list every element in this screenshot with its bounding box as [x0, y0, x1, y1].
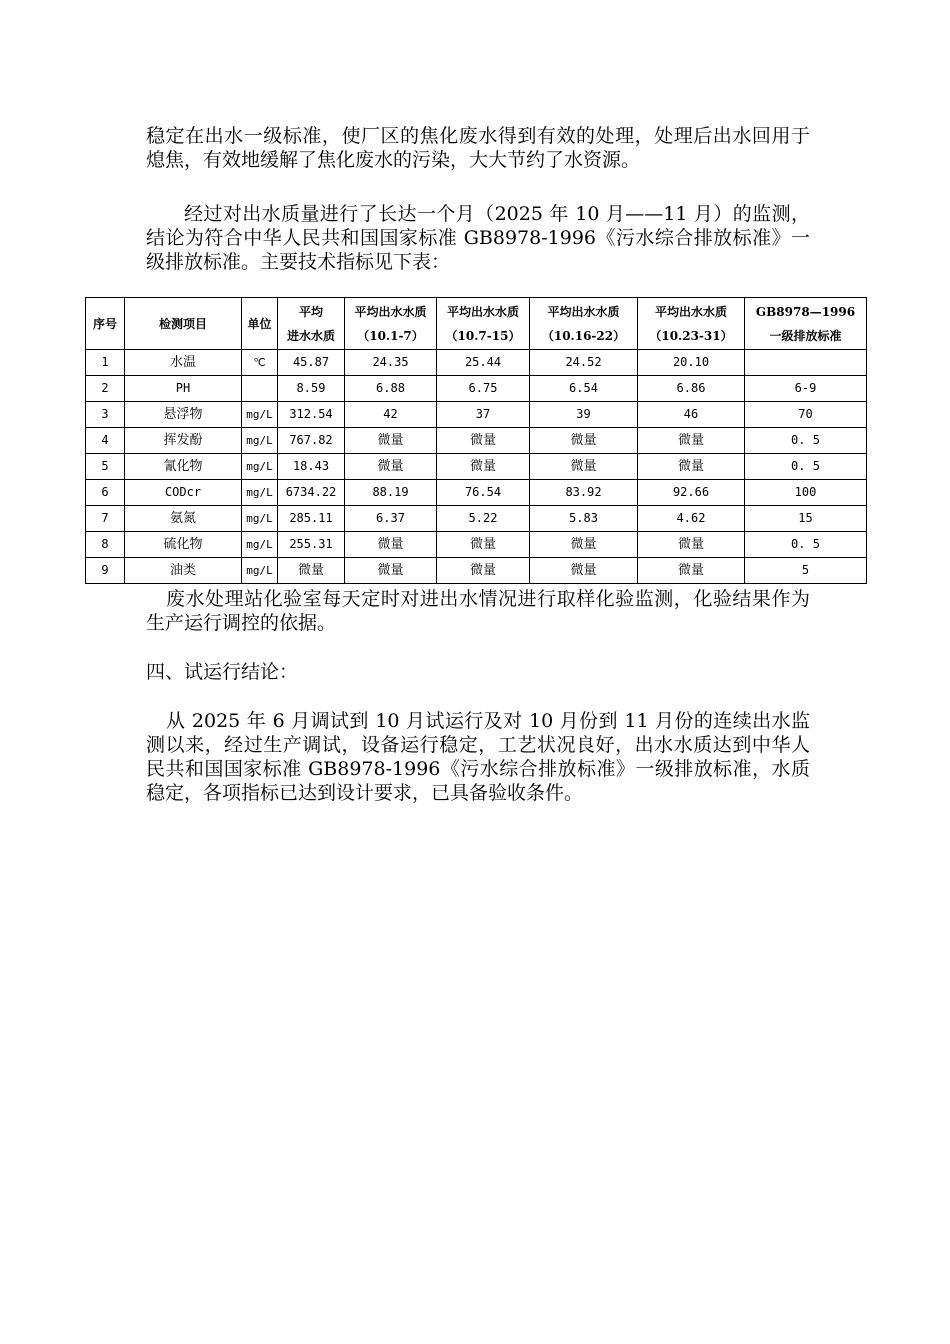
table-cell: 微量 — [437, 454, 530, 480]
table-cell: 4.62 — [638, 506, 745, 532]
table-row — [86, 506, 867, 532]
table-cell: 92.66 — [638, 480, 745, 506]
table-cell: 油类 — [125, 558, 242, 584]
table-cell: 微量 — [437, 428, 530, 454]
paragraph-conclusion: 从 2025 年 6 月调试到 10 月试运行及对 10 月份到 11 月份的连续出水监测以来，经过生产调试，设备运行稳定，工艺状况良好，出水水质达到中华人民共和国国家标准 GB8978-1996《污水综合排放标准》一级排放标准，水质稳定，各项指标已达到设计要求，已具备验收条件。 — [146, 710, 810, 804]
table-cell: 微量 — [437, 558, 530, 584]
column-header-3 — [278, 298, 345, 350]
table-cell: 5 — [745, 558, 867, 584]
table-cell: 25.44 — [437, 350, 530, 376]
table-cell: 微量 — [530, 454, 638, 480]
column-header-8 — [745, 298, 867, 350]
column-header-5 — [437, 298, 530, 350]
table-cell: 9 — [86, 558, 125, 584]
table-cell — [242, 376, 278, 402]
table-cell: 312.54 — [278, 402, 345, 428]
column-header-0 — [86, 298, 125, 350]
table-cell: 微量 — [638, 454, 745, 480]
column-header-line2: （10.7-15） — [445, 328, 521, 343]
column-header-1 — [125, 298, 242, 350]
table-row — [86, 454, 867, 480]
table-cell: 5.22 — [437, 506, 530, 532]
table-cell: 0. 5 — [745, 532, 867, 558]
table-cell: 4 — [86, 428, 125, 454]
table-cell: 6.75 — [437, 376, 530, 402]
table-cell: 88.19 — [345, 480, 437, 506]
table-cell: 微量 — [530, 532, 638, 558]
column-header-line2: 进水水质 — [286, 328, 335, 343]
table-cell: 100 — [745, 480, 867, 506]
column-header-line1: 单位 — [247, 316, 272, 331]
table-cell: 2 — [86, 376, 125, 402]
table-cell: 20.10 — [638, 350, 745, 376]
table-cell: mg/L — [242, 506, 278, 532]
table-cell: 285.11 — [278, 506, 345, 532]
table-row — [86, 532, 867, 558]
table-cell: 微量 — [638, 558, 745, 584]
table-cell: 微量 — [638, 428, 745, 454]
paragraph-intro: 稳定在出水一级标准，使厂区的焦化废水得到有效的处理，处理后出水回用于熄焦，有效地缓解了焦化废水的污染，大大节约了水资源。 — [146, 125, 810, 171]
water-quality-table — [85, 297, 867, 584]
table-cell: 15 — [745, 506, 867, 532]
table-cell: 氨氮 — [125, 506, 242, 532]
column-header-2 — [242, 298, 278, 350]
table-cell: mg/L — [242, 402, 278, 428]
table-cell: 37 — [437, 402, 530, 428]
table-cell: 5.83 — [530, 506, 638, 532]
table-row — [86, 558, 867, 584]
table-cell: 氰化物 — [125, 454, 242, 480]
column-header-7 — [638, 298, 745, 350]
table-cell: 6-9 — [745, 376, 867, 402]
column-header-line2: 一级排放标准 — [769, 328, 842, 343]
table-cell: mg/L — [242, 428, 278, 454]
column-header-line1: 检测项目 — [158, 316, 207, 331]
column-header-line1: 序号 — [92, 316, 117, 331]
paragraph-monitoring: 经过对出水质量进行了长达一个月（2025 年 10 月——11 月）的监测，结论为符合中华人民共和国国家标准 GB8978-1996《污水综合排放标准》一级排放标准。主要技术指标见下表： — [146, 203, 810, 273]
table-cell: mg/L — [242, 558, 278, 584]
table-cell: 微量 — [278, 558, 345, 584]
table-cell: 76.54 — [437, 480, 530, 506]
column-header-line1: 平均 — [298, 304, 323, 319]
table-cell: 6.37 — [345, 506, 437, 532]
table-cell — [745, 350, 867, 376]
table-cell: 18.43 — [278, 454, 345, 480]
table-cell: 5 — [86, 454, 125, 480]
table-cell: 8.59 — [278, 376, 345, 402]
table-cell: 微量 — [638, 532, 745, 558]
table-cell: mg/L — [242, 532, 278, 558]
column-header-6 — [530, 298, 638, 350]
table-cell: 24.52 — [530, 350, 638, 376]
table-cell: mg/L — [242, 454, 278, 480]
table-cell: 微量 — [345, 558, 437, 584]
table-row — [86, 480, 867, 506]
table-row — [86, 402, 867, 428]
section-heading-conclusion: 四、试运行结论： — [146, 661, 299, 683]
table-cell: 767.82 — [278, 428, 345, 454]
table-cell: 6.88 — [345, 376, 437, 402]
table-cell: 42 — [345, 402, 437, 428]
column-header-line1: 平均出水水质 — [446, 304, 519, 319]
column-header-line2: （10.16-22） — [541, 328, 626, 343]
column-header-line1: 平均出水水质 — [354, 304, 427, 319]
table-cell: 1 — [86, 350, 125, 376]
table-cell: 6.86 — [638, 376, 745, 402]
table-cell: 微量 — [530, 428, 638, 454]
table-cell: 83.92 — [530, 480, 638, 506]
table-row — [86, 350, 867, 376]
column-header-line1: 平均出水水质 — [547, 304, 620, 319]
table-cell: ℃ — [242, 350, 278, 376]
column-header-line1: 平均出水水质 — [654, 304, 727, 319]
table-cell: 6734.22 — [278, 480, 345, 506]
table-cell: 24.35 — [345, 350, 437, 376]
table-cell: CODcr — [125, 480, 242, 506]
table-cell: 0. 5 — [745, 428, 867, 454]
table-row — [86, 376, 867, 402]
paragraph-lab-testing: 废水处理站化验室每天定时对进出水情况进行取样化验监测，化验结果作为生产运行调控的依据。 — [146, 588, 810, 634]
table-cell: 微量 — [530, 558, 638, 584]
table-cell: 6 — [86, 480, 125, 506]
table-cell: 45.87 — [278, 350, 345, 376]
table-cell: PH — [125, 376, 242, 402]
table-cell: 46 — [638, 402, 745, 428]
table-cell: 70 — [745, 402, 867, 428]
table-cell: 255.31 — [278, 532, 345, 558]
table-cell: 6.54 — [530, 376, 638, 402]
table-cell: 8 — [86, 532, 125, 558]
table-cell: 7 — [86, 506, 125, 532]
table-cell: 0. 5 — [745, 454, 867, 480]
table-cell: 微量 — [437, 532, 530, 558]
table-cell: 悬浮物 — [125, 402, 242, 428]
table-cell: 微量 — [345, 454, 437, 480]
column-header-4 — [345, 298, 437, 350]
table-cell: 挥发酚 — [125, 428, 242, 454]
table-header-row — [86, 298, 867, 350]
table-cell: 3 — [86, 402, 125, 428]
table-cell: mg/L — [242, 480, 278, 506]
table-body — [86, 350, 867, 584]
table-cell: 微量 — [345, 428, 437, 454]
table-cell: 微量 — [345, 532, 437, 558]
column-header-line1: GB8978—1996 — [755, 304, 856, 319]
column-header-line2: （10.1-7） — [357, 328, 424, 343]
column-header-line2: （10.23-31） — [649, 328, 733, 343]
table-row — [86, 428, 867, 454]
table-cell: 硫化物 — [125, 532, 242, 558]
table-cell: 水温 — [125, 350, 242, 376]
table-cell: 39 — [530, 402, 638, 428]
